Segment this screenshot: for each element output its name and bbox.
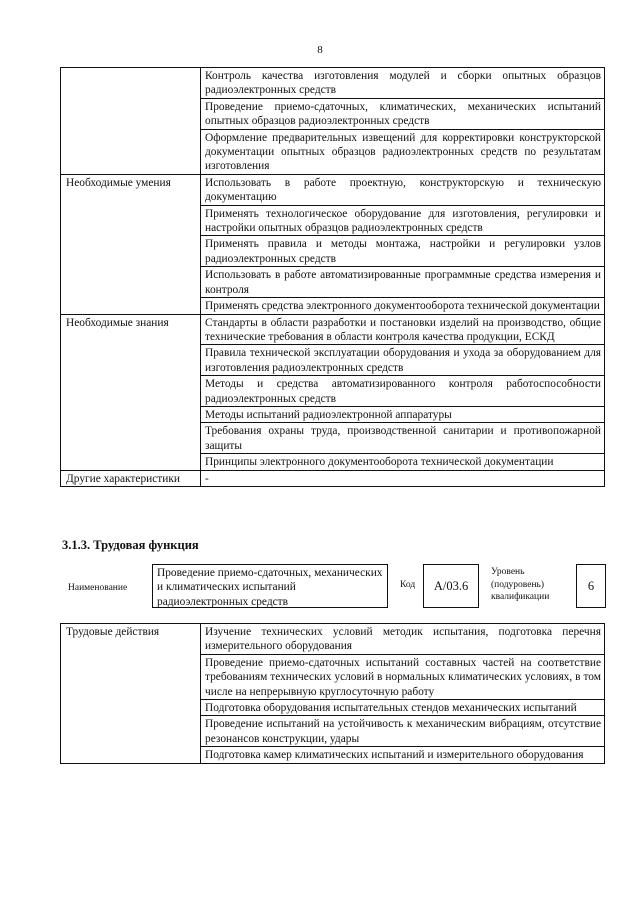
row-text: Проведение приемо-сдаточных испытаний составных частей на соответствие требованиям технических условий в нормальных климатических условиях, в том числе на непрерывную круглосуточную работу [201, 654, 605, 699]
row-text: Стандарты в области разработки и постановки изделий на производство, общие технические требования в области контроля качества продукции, ЕСКД [201, 314, 605, 345]
row-text: Применять правила и методы монтажа, настройки и регулировки узлов радиоэлектронных средств [201, 236, 605, 267]
row-text: Использовать в работе автоматизированные программные средства измерения и контроля [201, 267, 605, 298]
table-row [61, 68, 605, 99]
row-text: Проведение приемо-сдаточных, климатических, механических испытаний опытных образцов радиоэлектронных средств [201, 98, 605, 129]
row-text: Контроль качества изготовления модулей и сборки опытных образцов радиоэлектронных средств [201, 68, 605, 99]
row-text: Проведение испытаний на устойчивость к механическим вибрациям, отсутствие резонансов конструкции, удары [201, 716, 605, 747]
row-text: Использовать в работе проектную, конструкторскую и техническую документацию [201, 174, 605, 205]
row-text: - [201, 470, 605, 486]
row-text: Методы испытаний радиоэлектронной аппаратуры [201, 406, 605, 422]
name-value: Проведение приемо-сдаточных, механических и климатических испытаний радиоэлектронных средств [152, 564, 388, 608]
row-text: Методы и средства автоматизированного контроля работоспособности радиоэлектронных средств [201, 376, 605, 407]
labor-actions-table [60, 623, 605, 764]
page-number: 8 [317, 44, 323, 56]
requirements-table [60, 67, 605, 487]
row-text: Подготовка камер климатических испытаний и измерительного оборудования [201, 747, 605, 763]
row-text: Подготовка оборудования испытательных стендов механических испытаний [201, 700, 605, 716]
row-text: Применять средства электронного документооборота технической документации [201, 298, 605, 314]
section-heading: 3.1.3. Трудовая функция [62, 538, 199, 552]
row-label-other: Другие характеристики [61, 470, 201, 486]
row-label-knowledge: Необходимые знания [61, 314, 201, 470]
code-label: Код [400, 580, 416, 590]
level-label: Уровень (подуровень) квалификации [491, 567, 550, 602]
table-row [61, 624, 605, 655]
table-row [61, 174, 605, 205]
row-text: Применять технологическое оборудование для изготовления, регулировки и настройки опытных образцов радиоэлектронных средств [201, 205, 605, 236]
row-label [61, 68, 201, 175]
row-text: Требования охраны труда, производственной санитарии и противопожарной защиты [201, 423, 605, 454]
row-text: Принципы электронного документооборота технической документации [201, 454, 605, 470]
row-text: Оформление предварительных извещений для корректировки конструкторской документации опытных образцов радиоэлектронных средств по результатам изготовления [201, 129, 605, 174]
row-text: Правила технической эксплуатации оборудования и ухода за оборудованием для изготовления радиоэлектронных средств [201, 345, 605, 376]
row-label-skills: Необходимые умения [61, 174, 201, 314]
row-label-actions: Трудовые действия [61, 624, 201, 764]
code-value: А/03.6 [423, 564, 479, 608]
level-value: 6 [576, 564, 606, 608]
table-row [61, 314, 605, 345]
name-label: Наименование [68, 583, 128, 593]
table-row [61, 470, 605, 486]
row-text: Изучение технических условий методик испытания, подготовка перечня измерительного оборудования [201, 624, 605, 655]
